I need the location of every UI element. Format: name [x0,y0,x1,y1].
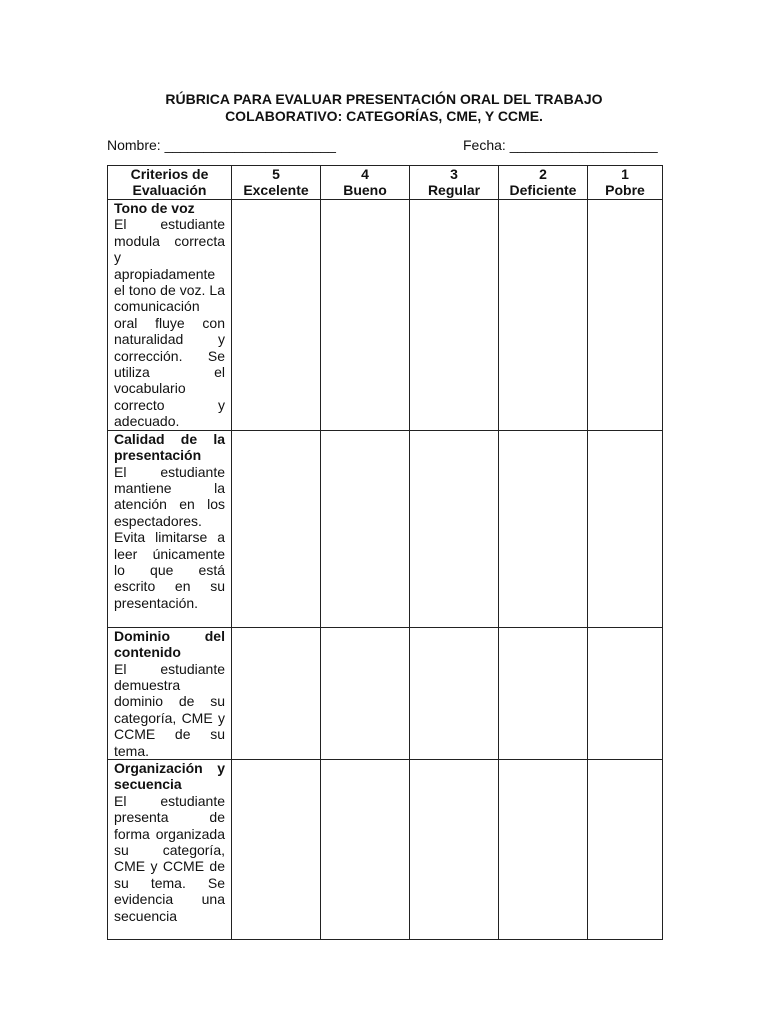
score-cell-2[interactable] [499,200,588,431]
header-level-label: Bueno [343,182,387,198]
header-level-label: Deficiente [509,182,577,198]
header-criteria-line-2: Evaluación [132,182,207,198]
header-level-score: 4 [361,166,369,182]
criterion-title: Organización y secuencia [114,759,225,793]
criterion-cell [108,759,232,939]
score-cell-3[interactable] [410,627,499,759]
criterion-cell [108,627,232,759]
score-cell-2[interactable] [499,627,588,759]
score-cell-4[interactable] [321,759,410,939]
score-cell-4[interactable] [321,430,410,627]
criterion-row-tono-de-voz [108,200,663,431]
header-criteria [108,166,232,200]
criterion-title: Dominio del contenido [114,627,225,661]
header-level-score: 5 [272,166,280,182]
header-level-3 [410,166,499,200]
criterion-description: El estudiante modula correcta y apropiadamente el tono de voz. La comunicación oral fluye con naturalidad y corrección. Se utiliza el vocabulario correcto y adecuado. [114,216,225,430]
header-level-score: 3 [450,166,458,182]
header-level-1 [588,166,663,200]
score-cell-5[interactable] [232,200,321,431]
header-level-2 [499,166,588,200]
header-level-score: 2 [539,166,547,182]
score-cell-1[interactable] [588,430,663,627]
name-field: Nombre: ______________________ [107,137,336,153]
criterion-row-calidad-presentacion [108,430,663,627]
score-cell-4[interactable] [321,200,410,431]
score-cell-3[interactable] [410,759,499,939]
criterion-cell [108,430,232,627]
criterion-description: El estudiante presenta de forma organizada su categoría, CME y CCME de su tema. Se evidencia una secuencia [114,792,225,924]
date-field: Fecha: ___________________ [463,137,658,153]
criterion-row-dominio-contenido [108,627,663,759]
header-level-label: Regular [427,182,481,198]
score-cell-1[interactable] [588,200,663,431]
header-level-label: Pobre [605,182,645,198]
criterion-row-organizacion-secuencia [108,759,663,939]
score-cell-1[interactable] [588,759,663,939]
header-criteria-line-1: Criterios de [130,166,209,182]
score-cell-4[interactable] [321,627,410,759]
score-cell-1[interactable] [588,627,663,759]
score-cell-2[interactable] [499,430,588,627]
score-cell-5[interactable] [232,759,321,939]
header-level-4 [321,166,410,200]
document-title [100,91,668,125]
criterion-title: Calidad de la presentación [114,430,225,464]
header-row [108,166,663,200]
score-cell-3[interactable] [410,430,499,627]
header-level-5 [232,166,321,200]
criterion-title: Tono de voz [114,200,195,216]
criterion-description: El estudiante demuestra dominio de su categoría, CME y CCME de su tema. [114,660,225,759]
title-line-2: COLABORATIVO: CATEGORÍAS, CME, Y CCME. [225,108,543,124]
header-level-label: Excelente [243,182,309,198]
header-level-score: 1 [621,166,629,182]
score-cell-2[interactable] [499,759,588,939]
rubric-table [107,165,663,940]
criterion-description: El estudiante mantiene la atención en los espectadores. Evita limitarse a leer únicamente lo que está escrito en su presentación. [114,463,225,611]
score-cell-3[interactable] [410,200,499,431]
score-cell-5[interactable] [232,430,321,627]
score-cell-5[interactable] [232,627,321,759]
criterion-cell [108,200,232,431]
title-line-1: RÚBRICA PARA EVALUAR PRESENTACIÓN ORAL DEL TRABAJO [165,91,603,107]
